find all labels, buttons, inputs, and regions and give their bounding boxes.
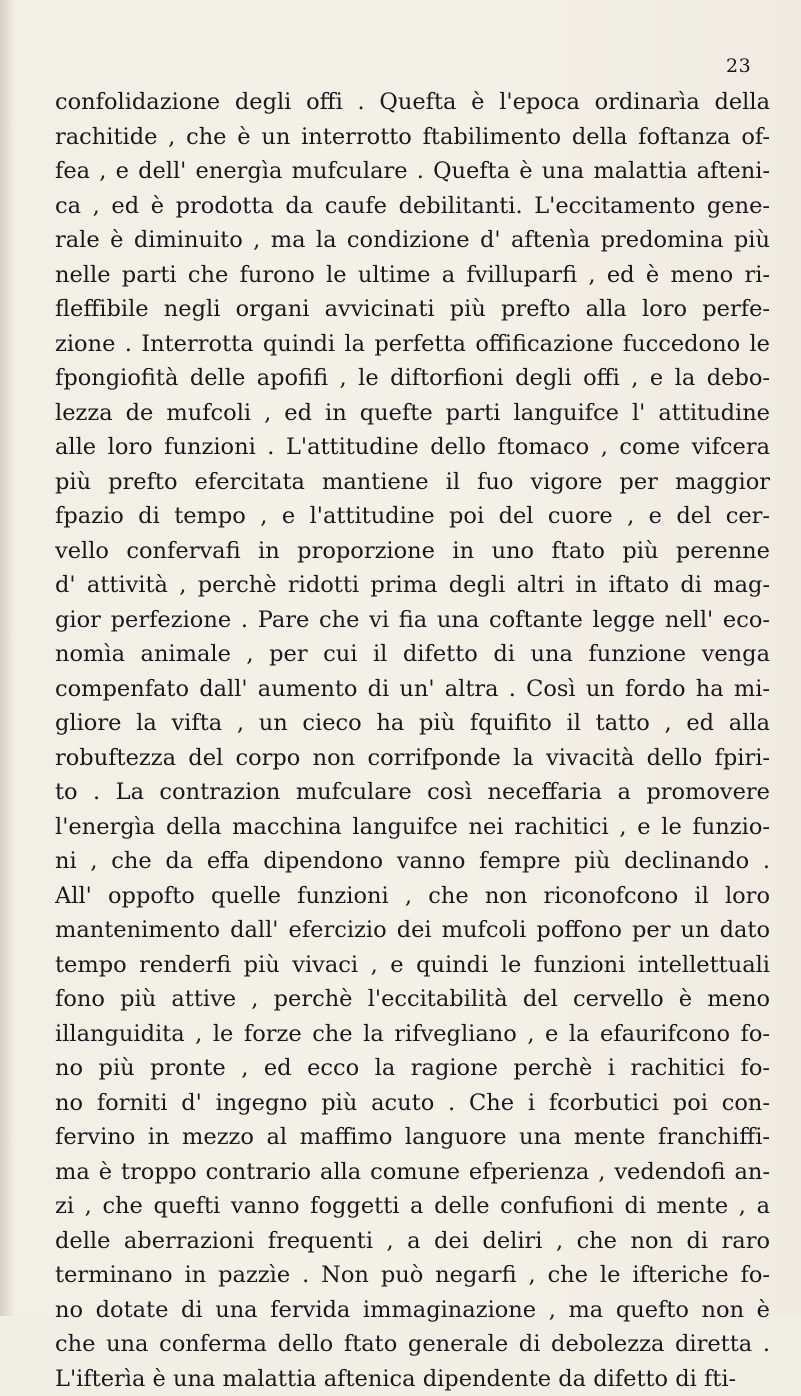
- text-line: fpongiofità delle apofifi , le diftorfioni degli offi , e la debo-: [55, 361, 770, 396]
- text-line: no più pronte , ed ecco la ragione perchè i rachitici fo-: [55, 1051, 770, 1086]
- text-line: l'energìa della macchina languifce nei rachitici , e le funzio-: [55, 810, 770, 845]
- text-line: mantenimento dall' efercizio dei mufcoli poffono per un dato: [55, 913, 770, 948]
- text-line: nomìa animale , per cui il difetto di una funzione venga: [55, 637, 770, 672]
- text-line: compenfato dall' aumento di un' altra . Così un fordo ha mi-: [55, 672, 770, 707]
- text-line: no forniti d' ingegno più acuto . Che i fcorbutici poi con-: [55, 1086, 770, 1121]
- text-line: d' attività , perchè ridotti prima degli altri in iftato di mag-: [55, 568, 770, 603]
- text-line: gliore la vifta , un cieco ha più fquifito il tatto , ed alla: [55, 706, 770, 741]
- binding-gutter-shadow: [0, 0, 14, 1316]
- text-line: lezza de mufcoli , ed in quefte parti languifce l' attitudine: [55, 396, 770, 431]
- body-text: [55, 85, 770, 1396]
- text-line: terminano in pazzìe . Non può negarfi , che le ifteriche fo-: [55, 1258, 770, 1293]
- text-line: ca , ed è prodotta da caufe debilitanti. L'eccitamento gene-: [55, 189, 770, 224]
- text-line: alle loro funzioni . L'attitudine dello ftomaco , come vifcera: [55, 430, 770, 465]
- text-line: confolidazione degli offi . Quefta è l'epoca ordinarìa della: [55, 85, 770, 120]
- text-line: zi , che quefti vanno foggetti a delle confufioni di mente , a: [55, 1189, 770, 1224]
- text-line: rale è diminuito , ma la condizione d' aftenìa predomina più: [55, 223, 770, 258]
- text-line: L'ifterìa è una malattia aftenica dipendente da difetto di fti-: [55, 1362, 770, 1396]
- text-line: rachitide , che è un interrotto ftabilimento della foftanza of-: [55, 120, 770, 155]
- text-line: fea , e dell' energìa mufculare . Quefta è una malattia afteni-: [55, 154, 770, 189]
- text-line: All' oppofto quelle funzioni , che non riconofcono il loro: [55, 879, 770, 914]
- page-number: 23: [726, 55, 751, 77]
- text-line: fpazio di tempo , e l'attitudine poi del cuore , e del cer-: [55, 499, 770, 534]
- text-line: nelle parti che furono le ultime a fvilluparfi , ed è meno ri-: [55, 258, 770, 293]
- text-line: tempo renderfi più vivaci , e quindi le funzioni intellettuali: [55, 948, 770, 983]
- text-line: gior perfezione . Pare che vi fia una coftante legge nell' eco-: [55, 603, 770, 638]
- text-line: delle aberrazioni frequenti , a dei deliri , che non di raro: [55, 1224, 770, 1259]
- text-line: zione . Interrotta quindi la perfetta offificazione fuccedono le: [55, 327, 770, 362]
- text-line: no dotate di una fervida immaginazione , ma quefto non è: [55, 1293, 770, 1328]
- text-line: fleffibile negli organi avvicinati più prefto alla loro perfe-: [55, 292, 770, 327]
- text-line: vello confervafi in proporzione in uno ftato più perenne: [55, 534, 770, 569]
- text-line: fervino in mezzo al maffimo languore una mente franchiffi-: [55, 1120, 770, 1155]
- text-line: fono più attive , perchè l'eccitabilità del cervello è meno: [55, 982, 770, 1017]
- text-line: più prefto efercitata mantiene il fuo vigore per maggior: [55, 465, 770, 500]
- text-line: ni , che da effa dipendono vanno fempre più declinando .: [55, 844, 770, 879]
- text-line: illanguidita , le forze che la rifvegliano , e la efaurifcono fo-: [55, 1017, 770, 1052]
- text-line: robuftezza del corpo non corrifponde la vivacità dello fpiri-: [55, 741, 770, 776]
- text-line: ma è troppo contrario alla comune efperienza , vedendofi an-: [55, 1155, 770, 1190]
- text-line: to . La contrazion mufculare così neceffaria a promovere: [55, 775, 770, 810]
- text-line: che una conferma dello ftato generale di debolezza diretta .: [55, 1327, 770, 1362]
